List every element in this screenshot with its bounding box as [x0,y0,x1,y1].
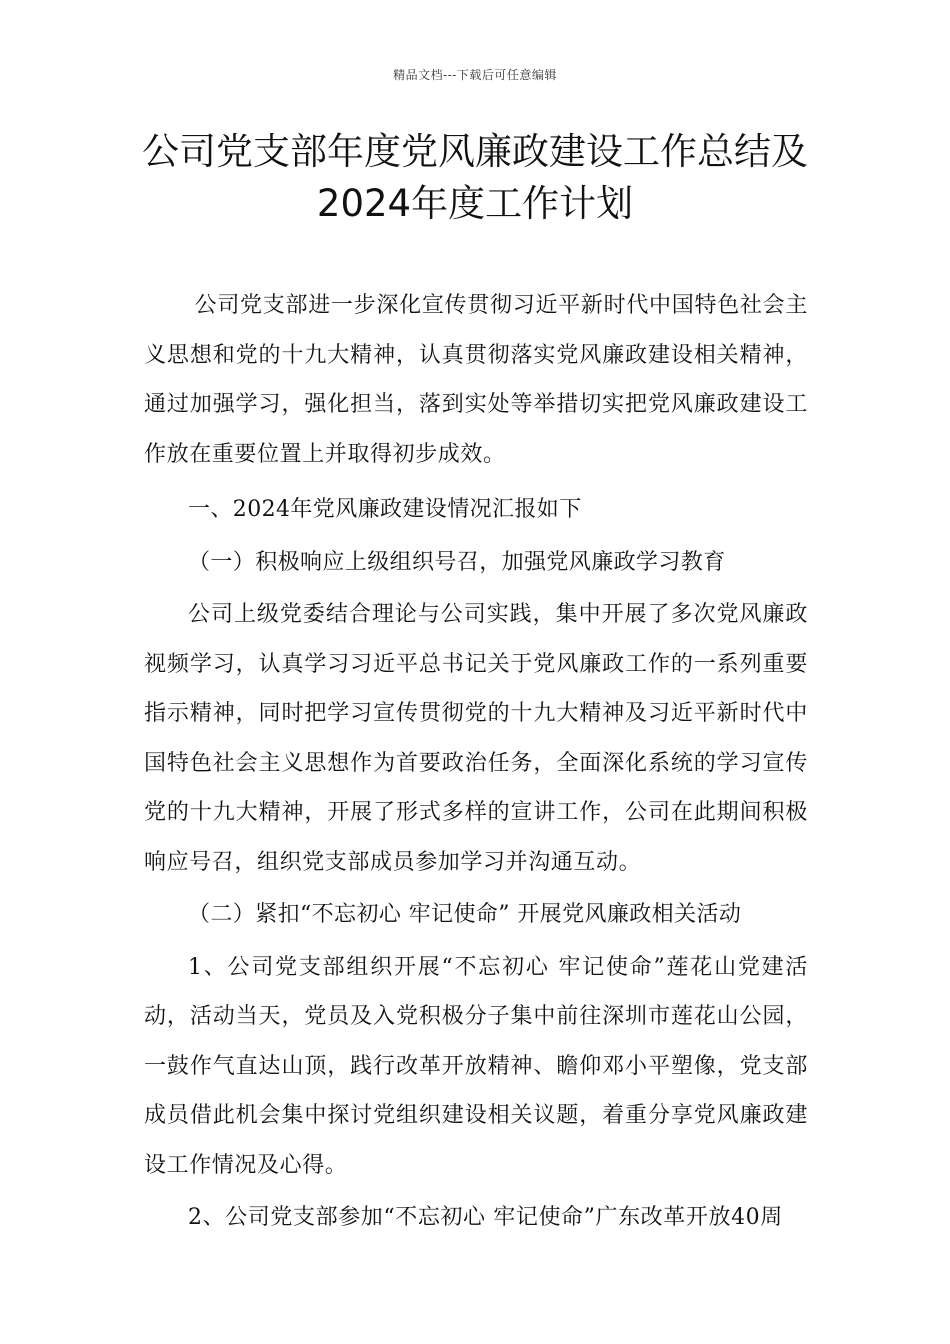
header-note: 精品文档---下载后可任意编辑 [393,68,557,82]
document-body [144,281,808,1243]
item-1-paragraph: 1、公司党支部组织开展“不忘初心 牢记使命”莲花山党建活动，活动当天，党员及入党积极分子集中前往深圳市莲花山公园，一鼓作气直达山顶，践行改革开放精神、瞻仰邓小平塑像，党支部成员借此机会集中探讨党组织建设相关议题，着重分享党风廉政建设工作情况及心得。 [144,954,808,1178]
item-2-paragraph: 2、公司党支部参加“不忘初心 牢记使命”广东改革开放40周 [188,1205,783,1230]
subsection-heading-2: （二）紧扣“不忘初心 牢记使命” 开展党风廉政相关活动 [188,902,742,927]
subsection-1-paragraph: 公司上级党委结合理论与公司实践，集中开展了多次党风廉政视频学习，认真学习习近平总书记关于党风廉政工作的一系列重要指示精神，同时把学习宣传贯彻党的十九大精神及习近平新时代中国特色社会主义思想作为首要政治任务，全面深化系统的学习宣传党的十九大精神，开展了形式多样的宣讲工作，公司在此期间积极响应号召，组织党支部成员参加学习并沟通互动。 [144,602,808,875]
intro-paragraph: 公司党支部进一步深化宣传贯彻习近平新时代中国特色社会主义思想和党的十九大精神，认真贯彻落实党风廉政建设相关精神，通过加强学习，强化担当，落到实处等举措切实把党风廉政建设工作放在重要位置上并取得初步成效。 [144,293,808,467]
document-title: 公司党支部年度党风廉政建设工作总结及2024年度工作计划 [142,130,808,225]
subsection-heading-1: （一）积极响应上级组织号召，加强党风廉政学习教育 [188,549,726,575]
section-heading: 一、2024年党风廉政建设情况汇报如下 [188,497,582,522]
